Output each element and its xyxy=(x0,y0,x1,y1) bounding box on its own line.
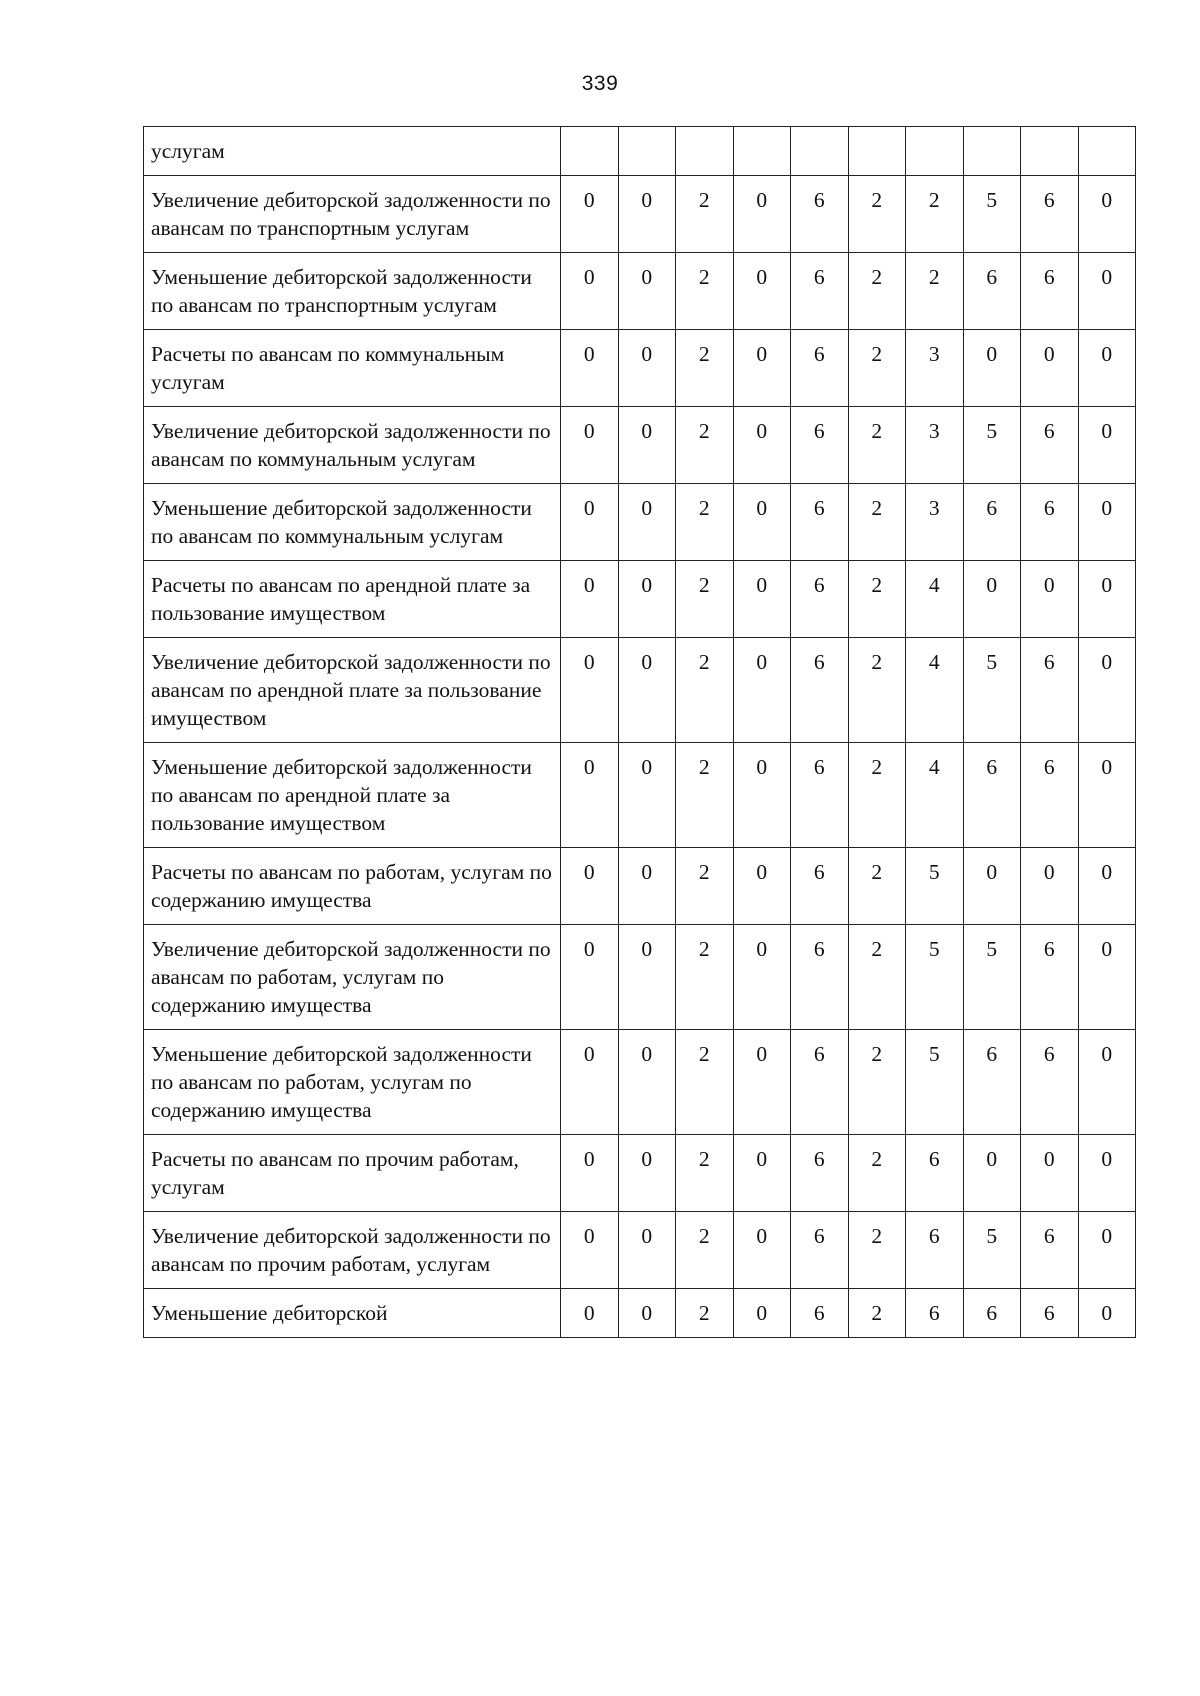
code-digit-cell: 0 xyxy=(618,638,676,743)
code-digit-cell: 0 xyxy=(733,253,791,330)
code-digit-cell: 6 xyxy=(1021,176,1079,253)
table-row xyxy=(144,1212,1136,1289)
code-digit-cell: 0 xyxy=(963,848,1021,925)
code-digit-cell: 6 xyxy=(906,1212,964,1289)
code-digit-cell: 2 xyxy=(676,925,734,1030)
code-digit-cell: 2 xyxy=(848,1135,906,1212)
code-digit-cell: 4 xyxy=(906,638,964,743)
code-digit-cell: 2 xyxy=(676,743,734,848)
code-digit-cell: 6 xyxy=(963,484,1021,561)
code-digit-cell: 6 xyxy=(791,1212,849,1289)
code-digit-cell: 0 xyxy=(1021,561,1079,638)
code-digit-cell: 2 xyxy=(676,1212,734,1289)
code-digit-cell xyxy=(963,127,1021,176)
code-digit-cell: 0 xyxy=(1078,176,1136,253)
code-digit-cell: 0 xyxy=(618,484,676,561)
code-digit-cell: 0 xyxy=(561,561,619,638)
code-digit-cell: 0 xyxy=(561,638,619,743)
code-digit-cell: 0 xyxy=(561,1135,619,1212)
code-digit-cell: 5 xyxy=(906,1030,964,1135)
code-digit-cell: 6 xyxy=(1021,1289,1079,1338)
code-digit-cell: 2 xyxy=(676,848,734,925)
code-digit-cell: 6 xyxy=(791,176,849,253)
code-digit-cell: 0 xyxy=(561,253,619,330)
code-digit-cell: 6 xyxy=(791,561,849,638)
code-digit-cell: 0 xyxy=(561,1212,619,1289)
code-digit-cell: 2 xyxy=(676,1135,734,1212)
table-row xyxy=(144,127,1136,176)
row-label: Расчеты по авансам по работам, услугам по содержанию имущества xyxy=(144,848,561,925)
account-codes-table xyxy=(143,126,1136,1338)
code-digit-cell: 0 xyxy=(733,1135,791,1212)
row-label: Расчеты по авансам по прочим работам, услугам xyxy=(144,1135,561,1212)
code-digit-cell xyxy=(1021,127,1079,176)
code-digit-cell: 0 xyxy=(963,330,1021,407)
code-digit-cell: 2 xyxy=(676,407,734,484)
code-digit-cell: 0 xyxy=(733,743,791,848)
code-digit-cell: 3 xyxy=(906,484,964,561)
code-digit-cell: 2 xyxy=(676,638,734,743)
code-digit-cell: 6 xyxy=(791,1135,849,1212)
code-digit-cell xyxy=(791,127,849,176)
code-digit-cell: 5 xyxy=(906,848,964,925)
code-digit-cell: 0 xyxy=(1021,1135,1079,1212)
code-digit-cell: 2 xyxy=(676,561,734,638)
code-digit-cell: 2 xyxy=(848,925,906,1030)
code-digit-cell: 0 xyxy=(561,743,619,848)
code-digit-cell: 6 xyxy=(1021,925,1079,1030)
code-digit-cell: 0 xyxy=(561,1289,619,1338)
code-digit-cell xyxy=(618,127,676,176)
code-digit-cell: 2 xyxy=(676,253,734,330)
code-digit-cell: 0 xyxy=(561,848,619,925)
code-digit-cell: 2 xyxy=(676,1030,734,1135)
code-digit-cell: 6 xyxy=(963,1030,1021,1135)
row-label: Расчеты по авансам по арендной плате за пользование имуществом xyxy=(144,561,561,638)
table-row xyxy=(144,407,1136,484)
code-digit-cell xyxy=(561,127,619,176)
code-digit-cell: 0 xyxy=(1078,407,1136,484)
code-digit-cell: 0 xyxy=(618,330,676,407)
row-label: Уменьшение дебиторской задолженности по авансам по работам, услугам по содержанию имущества xyxy=(144,1030,561,1135)
code-digit-cell: 6 xyxy=(963,743,1021,848)
code-digit-cell: 6 xyxy=(1021,253,1079,330)
row-label: Уменьшение дебиторской задолженности по авансам по арендной плате за пользование имуществом xyxy=(144,743,561,848)
code-digit-cell: 6 xyxy=(1021,484,1079,561)
page-number: 339 xyxy=(581,72,619,95)
code-digit-cell: 0 xyxy=(618,848,676,925)
table-row xyxy=(144,1289,1136,1338)
code-digit-cell: 2 xyxy=(848,176,906,253)
code-digit-cell: 0 xyxy=(1078,330,1136,407)
table-row xyxy=(144,484,1136,561)
table-row xyxy=(144,1135,1136,1212)
table-row xyxy=(144,638,1136,743)
code-digit-cell xyxy=(733,127,791,176)
code-digit-cell: 2 xyxy=(676,484,734,561)
code-digit-cell: 5 xyxy=(963,925,1021,1030)
code-digit-cell: 6 xyxy=(963,1289,1021,1338)
code-digit-cell: 6 xyxy=(1021,743,1079,848)
code-digit-cell: 6 xyxy=(791,407,849,484)
code-digit-cell: 0 xyxy=(733,848,791,925)
code-digit-cell: 0 xyxy=(1078,743,1136,848)
code-digit-cell: 2 xyxy=(848,1212,906,1289)
code-digit-cell xyxy=(906,127,964,176)
table-row xyxy=(144,925,1136,1030)
row-label: Увеличение дебиторской задолженности по авансам по коммунальным услугам xyxy=(144,407,561,484)
code-digit-cell: 0 xyxy=(733,1289,791,1338)
code-digit-cell: 2 xyxy=(848,638,906,743)
code-digit-cell: 0 xyxy=(733,484,791,561)
code-digit-cell: 0 xyxy=(1078,1289,1136,1338)
code-digit-cell: 6 xyxy=(791,638,849,743)
code-digit-cell: 0 xyxy=(1078,484,1136,561)
code-digit-cell: 6 xyxy=(1021,407,1079,484)
row-label: Увеличение дебиторской задолженности по авансам по арендной плате за пользование имуществом xyxy=(144,638,561,743)
code-digit-cell: 0 xyxy=(1021,848,1079,925)
code-digit-cell: 6 xyxy=(906,1289,964,1338)
code-digit-cell: 2 xyxy=(848,848,906,925)
row-label: Увеличение дебиторской задолженности по авансам по прочим работам, услугам xyxy=(144,1212,561,1289)
code-digit-cell xyxy=(676,127,734,176)
row-label: Увеличение дебиторской задолженности по авансам по работам, услугам по содержанию имущества xyxy=(144,925,561,1030)
code-digit-cell: 0 xyxy=(561,925,619,1030)
table-row xyxy=(144,176,1136,253)
table-row xyxy=(144,253,1136,330)
code-digit-cell: 2 xyxy=(906,176,964,253)
code-digit-cell: 0 xyxy=(618,407,676,484)
row-label: Уменьшение дебиторской задолженности по авансам по коммунальным услугам xyxy=(144,484,561,561)
code-digit-cell: 3 xyxy=(906,407,964,484)
table-body xyxy=(144,127,1136,1338)
code-digit-cell: 0 xyxy=(618,925,676,1030)
code-digit-cell: 6 xyxy=(791,1030,849,1135)
code-digit-cell: 6 xyxy=(1021,1030,1079,1135)
code-digit-cell: 6 xyxy=(963,253,1021,330)
code-digit-cell: 6 xyxy=(791,253,849,330)
code-digit-cell: 0 xyxy=(561,484,619,561)
code-digit-cell: 2 xyxy=(848,407,906,484)
code-digit-cell: 0 xyxy=(1078,1030,1136,1135)
code-digit-cell: 0 xyxy=(1021,330,1079,407)
code-digit-cell: 6 xyxy=(1021,1212,1079,1289)
code-digit-cell: 2 xyxy=(676,330,734,407)
code-digit-cell: 6 xyxy=(791,484,849,561)
code-digit-cell: 2 xyxy=(848,330,906,407)
code-digit-cell: 0 xyxy=(733,176,791,253)
code-digit-cell: 2 xyxy=(848,484,906,561)
code-digit-cell: 0 xyxy=(561,407,619,484)
code-digit-cell: 0 xyxy=(733,561,791,638)
code-digit-cell: 0 xyxy=(618,1030,676,1135)
code-digit-cell: 0 xyxy=(963,561,1021,638)
code-digit-cell: 0 xyxy=(618,743,676,848)
code-digit-cell: 0 xyxy=(1078,638,1136,743)
table-row xyxy=(144,561,1136,638)
code-digit-cell: 0 xyxy=(618,1135,676,1212)
code-digit-cell: 0 xyxy=(561,1030,619,1135)
code-digit-cell: 3 xyxy=(906,330,964,407)
code-digit-cell: 0 xyxy=(733,1212,791,1289)
code-digit-cell: 2 xyxy=(676,176,734,253)
code-digit-cell: 0 xyxy=(1078,848,1136,925)
code-digit-cell: 0 xyxy=(561,176,619,253)
row-label: Уменьшение дебиторской xyxy=(144,1289,561,1338)
code-digit-cell: 0 xyxy=(618,561,676,638)
code-digit-cell: 0 xyxy=(618,253,676,330)
code-digit-cell xyxy=(1078,127,1136,176)
code-digit-cell: 0 xyxy=(733,407,791,484)
code-digit-cell: 0 xyxy=(733,638,791,743)
code-digit-cell: 6 xyxy=(791,330,849,407)
table-row xyxy=(144,330,1136,407)
code-digit-cell: 5 xyxy=(963,407,1021,484)
code-digit-cell: 0 xyxy=(618,1289,676,1338)
code-digit-cell: 0 xyxy=(618,176,676,253)
table-row xyxy=(144,743,1136,848)
code-digit-cell: 0 xyxy=(1078,1135,1136,1212)
code-digit-cell: 4 xyxy=(906,561,964,638)
code-digit-cell: 0 xyxy=(1078,925,1136,1030)
code-digit-cell: 0 xyxy=(1078,1212,1136,1289)
code-digit-cell: 6 xyxy=(906,1135,964,1212)
row-label: Увеличение дебиторской задолженности по авансам по транспортным услугам xyxy=(144,176,561,253)
code-digit-cell: 2 xyxy=(676,1289,734,1338)
code-digit-cell: 2 xyxy=(906,253,964,330)
code-digit-cell: 2 xyxy=(848,743,906,848)
code-digit-cell: 2 xyxy=(848,1289,906,1338)
code-digit-cell: 6 xyxy=(791,925,849,1030)
code-digit-cell: 0 xyxy=(1078,561,1136,638)
code-digit-cell: 2 xyxy=(848,253,906,330)
code-digit-cell xyxy=(848,127,906,176)
code-digit-cell: 0 xyxy=(733,1030,791,1135)
code-digit-cell: 6 xyxy=(1021,638,1079,743)
code-digit-cell: 6 xyxy=(791,743,849,848)
code-digit-cell: 0 xyxy=(561,330,619,407)
code-digit-cell: 5 xyxy=(906,925,964,1030)
table-row xyxy=(144,1030,1136,1135)
code-digit-cell: 5 xyxy=(963,1212,1021,1289)
code-digit-cell: 0 xyxy=(963,1135,1021,1212)
row-label: Уменьшение дебиторской задолженности по авансам по транспортным услугам xyxy=(144,253,561,330)
code-digit-cell: 2 xyxy=(848,561,906,638)
row-label: услугам xyxy=(144,127,561,176)
code-digit-cell: 5 xyxy=(963,176,1021,253)
code-digit-cell: 6 xyxy=(791,1289,849,1338)
code-digit-cell: 0 xyxy=(618,1212,676,1289)
row-label: Расчеты по авансам по коммунальным услугам xyxy=(144,330,561,407)
code-digit-cell: 2 xyxy=(848,1030,906,1135)
code-digit-cell: 6 xyxy=(791,848,849,925)
code-digit-cell: 0 xyxy=(733,330,791,407)
code-digit-cell: 5 xyxy=(963,638,1021,743)
code-digit-cell: 4 xyxy=(906,743,964,848)
table-row xyxy=(144,848,1136,925)
code-digit-cell: 0 xyxy=(733,925,791,1030)
code-digit-cell: 0 xyxy=(1078,253,1136,330)
